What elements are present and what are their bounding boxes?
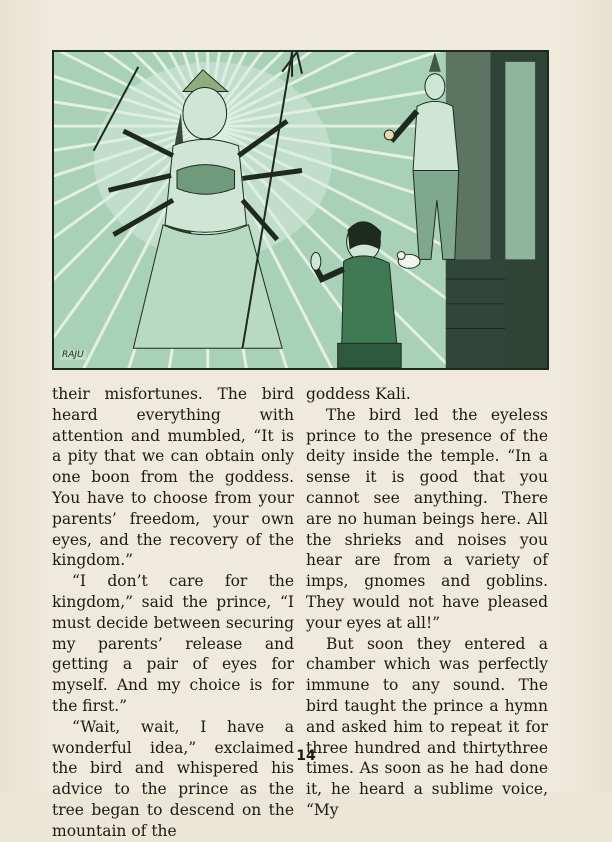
left-paragraph-2: “I don’t care for the kingdom,” said the prince, “I must decide between securing my parents’ release and getting a pair of eyes for myself. And my choice is for the first.” xyxy=(52,572,294,715)
pedestal xyxy=(446,259,506,368)
page-number: 14 xyxy=(296,748,316,764)
right-paragraph-2: The bird led the eyeless prince to the presence of the deity inside the temple. “In a sense it is good that you cannot see anything. There are no human beings here. All the shrieks and noises you hear are from a variety of imps, gnomes and goblins. They would not have pleased your eyes at all!” xyxy=(306,405,548,632)
right-paragraph-3: But soon they entered a chamber which was perfectly immune to any sound. The bird taught the prince a hymn and asked him to repeat it for three hundred and thirtythree times. As soon as he had done it, he heard a sublime voice, “My xyxy=(306,634,548,819)
right-paragraph-1: goddess Kali. xyxy=(306,385,411,403)
left-paragraph-1: their misfortunes. The bird heard everything with attention and mumbled, “It is a pity that we can obtain only one boon from the goddess. You have to choose from your parents’ freedom, your own eyes, and the recovery of the kingdom.” xyxy=(52,385,294,570)
artist-signature: RAJU xyxy=(62,350,84,360)
illustration-drawing xyxy=(54,52,547,368)
text-column-left xyxy=(52,384,294,842)
left-paragraph-3: “Wait, wait, I have a wonderful idea,” exclaimed the bird and whispered his advice to the prince as the tree began to descend on the mountain of the xyxy=(52,717,294,840)
goddess-illustration xyxy=(52,50,549,370)
temple-panel xyxy=(505,62,535,260)
